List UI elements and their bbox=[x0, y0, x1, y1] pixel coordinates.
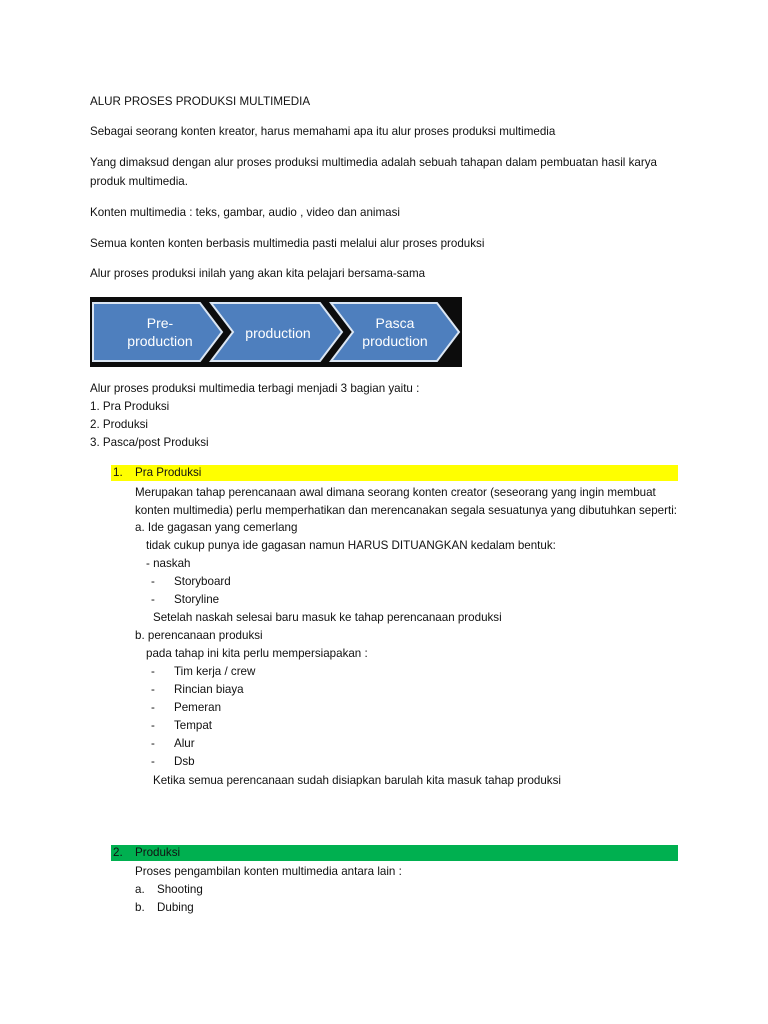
subsection-a-closing: Setelah naskah selesai baru masuk ke tahap perencanaan produksi bbox=[153, 611, 502, 624]
intro-paragraph-5: Alur proses produksi inilah yang akan kita pelajari bersama-sama bbox=[90, 267, 426, 280]
overview-item-1: 1. Pra Produksi bbox=[90, 400, 170, 413]
intro-paragraph-3: Konten multimedia : teks, gambar, audio , video dan animasi bbox=[90, 206, 400, 219]
list-item-storyboard: Storyboard bbox=[174, 575, 231, 588]
bullet-dash: - bbox=[151, 593, 155, 606]
bullet-dash: - bbox=[151, 701, 155, 714]
list-item-pemeran: Pemeran bbox=[174, 701, 222, 714]
list-item-tempat: Tempat bbox=[174, 719, 213, 732]
bullet-dash: - bbox=[151, 575, 155, 588]
subsection-b-title: b. perencanaan produksi bbox=[135, 629, 263, 642]
overview-intro: Alur proses produksi multimedia terbagi menjadi 3 bagian yaitu : bbox=[90, 382, 420, 395]
overview-item-3: 3. Pasca/post Produksi bbox=[90, 436, 209, 449]
naskah-item: - naskah bbox=[146, 557, 191, 570]
intro-paragraph-2-line-1: Yang dimaksud dengan alur proses produksi multimedia adalah sebuah tahapan dalam pembuatan hasil karya bbox=[90, 156, 657, 169]
bullet-dash: - bbox=[151, 683, 155, 696]
section-1-desc-line-1: Merupakan tahap perencanaan awal dimana seorang konten creator (seseorang yang ingin membuat bbox=[135, 486, 656, 499]
list-item-alur: Alur bbox=[174, 737, 195, 750]
list-item-label-b: b. bbox=[135, 901, 145, 914]
list-item-dsb: Dsb bbox=[174, 755, 195, 768]
subsection-b-closing: Ketika semua perencanaan sudah disiapkan barulah kita masuk tahap produksi bbox=[153, 774, 561, 787]
list-item-storyline: Storyline bbox=[174, 593, 220, 606]
bullet-dash: - bbox=[151, 737, 155, 750]
step-2-label: production bbox=[245, 325, 311, 341]
intro-paragraph-1: Sebagai seorang konten kreator, harus memahami apa itu alur proses produksi multimedia bbox=[90, 125, 556, 138]
step-3-label-line-1: Pasca bbox=[375, 315, 415, 331]
section-2-text: Proses pengambilan konten multimedia antara lain : bbox=[135, 865, 402, 878]
section-2-title: Produksi bbox=[135, 846, 181, 859]
section-1-desc-line-2: konten multimedia) perlu memperhatikan dan merencanakan segala sesuatunya yang dibutuhkan seperti: bbox=[135, 504, 678, 517]
overview-item-2: 2. Produksi bbox=[90, 418, 148, 431]
section-1-title: Pra Produksi bbox=[135, 466, 202, 479]
subsection-b-text: pada tahap ini kita perlu mempersiapakan : bbox=[146, 647, 368, 660]
bullet-dash: - bbox=[151, 719, 155, 732]
section-1-number: 1. bbox=[113, 466, 123, 479]
list-item-label-a: a. bbox=[135, 883, 145, 896]
section-2-highlight bbox=[111, 845, 678, 861]
list-item-rincian-biaya: Rincian biaya bbox=[174, 683, 244, 696]
step-3-label-line-2: production bbox=[362, 333, 428, 349]
list-item-shooting: Shooting bbox=[157, 883, 203, 896]
intro-paragraph-2-line-2: produk multimedia. bbox=[90, 175, 188, 188]
arrow-pre-production bbox=[93, 303, 222, 361]
list-item-tim-kerja: Tim kerja / crew bbox=[174, 665, 256, 678]
section-2-number: 2. bbox=[113, 846, 123, 859]
bullet-dash: - bbox=[151, 665, 155, 678]
intro-paragraph-4: Semua konten konten berbasis multimedia pasti melalui alur proses produksi bbox=[90, 237, 485, 250]
subsection-a-text: tidak cukup punya ide gagasan namun HARUS DITUANGKAN kedalam bentuk: bbox=[146, 539, 556, 552]
list-item-dubing: Dubing bbox=[157, 901, 194, 914]
page-title: ALUR PROSES PRODUKSI MULTIMEDIA bbox=[90, 95, 311, 108]
step-1-label-line-1: Pre- bbox=[146, 315, 174, 331]
process-flow-diagram bbox=[90, 297, 462, 367]
step-1-label-line-2: production bbox=[127, 333, 193, 349]
subsection-a-title: a. Ide gagasan yang cemerlang bbox=[135, 521, 298, 534]
bullet-dash: - bbox=[151, 755, 155, 768]
